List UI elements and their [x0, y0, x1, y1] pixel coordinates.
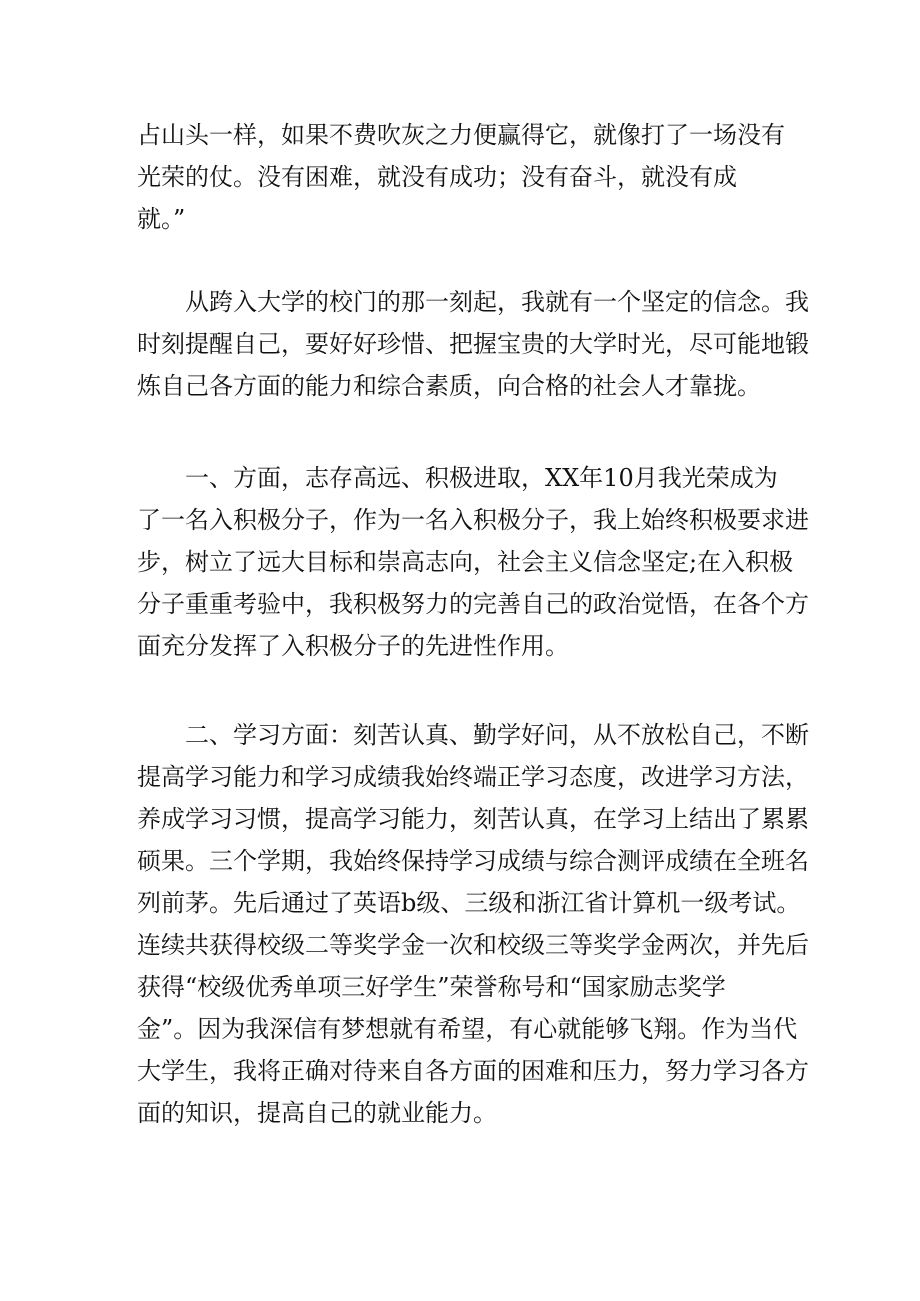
text-line: 从跨入大学的校门的那一刻起，我就有一个坚定的信念。我 [185, 288, 809, 316]
text-line: 列前茅。先后通过了英语b级、三级和浙江省计算机一级考试。 [137, 889, 801, 917]
text-line: 占山头一样，如果不费吹灰之力便赢得它，就像打了一场没有 [137, 121, 785, 149]
text-line: 连续共获得校级二等奖学金一次和校级三等奖学金两次，并先后 [137, 931, 809, 959]
paragraph-belief [137, 281, 809, 407]
text-line: 步，树立了远大目标和崇高志向，社会主义信念坚定;在入积极 [137, 548, 794, 576]
text-line: 提高学习能力和学习成绩我始终端正学习态度，改进学习方法， [137, 763, 809, 791]
text-line: 一、方面，志存高远、积极进取，XX年10月我光荣成为 [185, 464, 778, 492]
paragraph-continuation [137, 114, 797, 240]
text-line: 时刻提醒自己，要好好珍惜、把握宝贵的大学时光，尽可能地锻 [137, 330, 809, 358]
text-line: 炼自己各方面的能力和综合素质，向合格的社会人才靠拢。 [137, 372, 761, 400]
text-line: 养成学习习惯，提高学习能力，刻苦认真，在学习上结出了累累 [137, 805, 809, 833]
paragraph-section-one [137, 457, 809, 667]
text-line: 分子重重考验中，我积极努力的完善自己的政治觉悟，在各个方 [137, 590, 809, 618]
text-line: 了一名入积极分子，作为一名入积极分子，我上始终积极要求进 [137, 506, 809, 534]
text-line: 大学生，我将正确对待来自各方面的困难和压力，努力学习各方 [137, 1057, 809, 1085]
text-line: 二、学习方面：刻苦认真、勤学好问，从不放松自己，不断 [185, 721, 809, 749]
text-line: 面的知识，提高自己的就业能力。 [137, 1099, 497, 1127]
text-line: 面充分发挥了入积极分子的先进性作用。 [137, 632, 569, 660]
text-line: 光荣的仗。没有困难，就没有成功；没有奋斗，就没有成 [137, 163, 737, 191]
text-line: 硕果。三个学期，我始终保持学习成绩与综合测评成绩在全班名 [137, 847, 809, 875]
text-line: 获得“校级优秀单项三好学生”荣誉称号和“国家励志奖学 [137, 973, 726, 1001]
text-line: 金”。因为我深信有梦想就有希望，有心就能够飞翔。作为当代 [137, 1015, 798, 1043]
paragraph-section-two-study [137, 714, 809, 1134]
text-line: 就。” [137, 205, 186, 233]
